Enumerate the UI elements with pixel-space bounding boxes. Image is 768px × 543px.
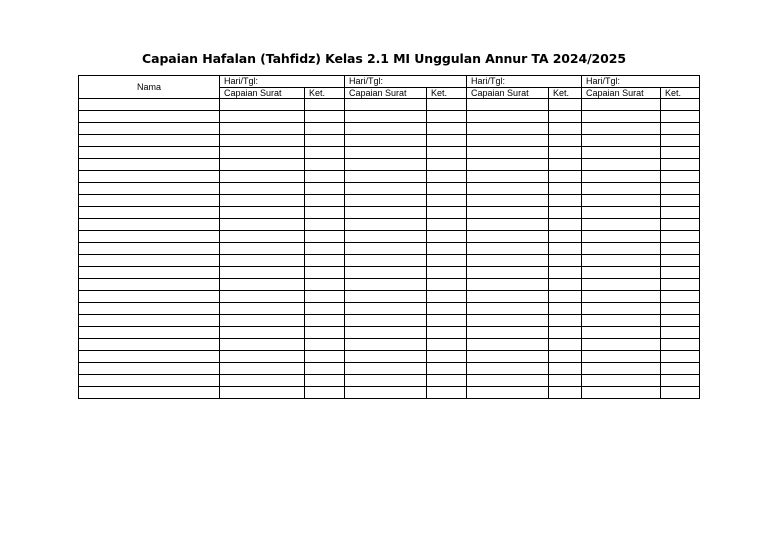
table-cell: [467, 159, 549, 171]
table-cell: [305, 387, 345, 399]
table-cell: [427, 339, 467, 351]
table-cell: [220, 255, 305, 267]
date-header-3: Hari/Tgl:: [467, 76, 582, 88]
table-cell: [345, 387, 427, 399]
table-row: [79, 171, 700, 183]
table-cell: [305, 267, 345, 279]
table-cell: [305, 315, 345, 327]
table-cell: [220, 243, 305, 255]
table-cell: [345, 159, 427, 171]
table-cell: [345, 267, 427, 279]
table-cell: [661, 99, 700, 111]
date-header-4: Hari/Tgl:: [582, 76, 700, 88]
table-cell: [427, 231, 467, 243]
table-cell: [467, 303, 549, 315]
table-cell: [549, 387, 582, 399]
table-cell: [661, 147, 700, 159]
table-cell: [549, 255, 582, 267]
table-cell: [549, 195, 582, 207]
table-cell: [661, 303, 700, 315]
table-cell: [549, 363, 582, 375]
table-cell: [305, 279, 345, 291]
table-cell: [305, 147, 345, 159]
table-cell: [345, 147, 427, 159]
ket-header-3: Ket.: [549, 87, 582, 99]
table-cell: [661, 327, 700, 339]
table-cell: [582, 303, 661, 315]
table-cell: [582, 219, 661, 231]
table-row: [79, 99, 700, 111]
table-cell: [549, 243, 582, 255]
nama-cell: [79, 279, 220, 291]
table-cell: [427, 255, 467, 267]
table-cell: [305, 243, 345, 255]
table-cell: [220, 207, 305, 219]
table-cell: [220, 159, 305, 171]
table-row: [79, 327, 700, 339]
table-cell: [582, 375, 661, 387]
nama-cell: [79, 183, 220, 195]
table-cell: [345, 327, 427, 339]
table-cell: [220, 363, 305, 375]
table-cell: [549, 171, 582, 183]
table-cell: [305, 171, 345, 183]
table-cell: [345, 171, 427, 183]
table-row: [79, 339, 700, 351]
table-cell: [427, 291, 467, 303]
table-cell: [427, 327, 467, 339]
table-cell: [427, 219, 467, 231]
table-row: [79, 375, 700, 387]
nama-cell: [79, 291, 220, 303]
nama-cell: [79, 147, 220, 159]
table-cell: [427, 375, 467, 387]
table-cell: [305, 255, 345, 267]
table-cell: [661, 255, 700, 267]
table-cell: [549, 231, 582, 243]
table-cell: [305, 195, 345, 207]
nama-cell: [79, 255, 220, 267]
table-cell: [661, 183, 700, 195]
table-cell: [582, 159, 661, 171]
table-row: [79, 267, 700, 279]
ket-header-1: Ket.: [305, 87, 345, 99]
table-row: [79, 279, 700, 291]
table-cell: [305, 111, 345, 123]
table-cell: [305, 123, 345, 135]
table-cell: [345, 219, 427, 231]
table-cell: [582, 231, 661, 243]
document-title: Capaian Hafalan (Tahfidz) Kelas 2.1 MI Unggulan Annur TA 2024/2025: [142, 51, 626, 66]
table-cell: [582, 147, 661, 159]
nama-cell: [79, 363, 220, 375]
table-row: [79, 291, 700, 303]
header-row-date: [79, 76, 700, 88]
table-cell: [220, 231, 305, 243]
table-cell: [305, 291, 345, 303]
table-cell: [305, 135, 345, 147]
table-cell: [345, 339, 427, 351]
table-cell: [467, 99, 549, 111]
table-cell: [305, 99, 345, 111]
table-cell: [549, 123, 582, 135]
table-cell: [427, 315, 467, 327]
table-cell: [427, 195, 467, 207]
table-cell: [467, 291, 549, 303]
table-cell: [427, 243, 467, 255]
table-row: [79, 123, 700, 135]
table-cell: [582, 255, 661, 267]
table-cell: [467, 207, 549, 219]
table-cell: [661, 219, 700, 231]
table-cell: [427, 111, 467, 123]
table-cell: [661, 171, 700, 183]
table-cell: [305, 351, 345, 363]
table-cell: [661, 195, 700, 207]
table-cell: [549, 207, 582, 219]
nama-cell: [79, 315, 220, 327]
table-cell: [661, 123, 700, 135]
table-cell: [467, 315, 549, 327]
table-cell: [467, 351, 549, 363]
capaian-surat-header-2: Capaian Surat: [345, 87, 427, 99]
table-cell: [305, 207, 345, 219]
table-cell: [582, 123, 661, 135]
capaian-surat-header-1: Capaian Surat: [220, 87, 305, 99]
table-cell: [661, 375, 700, 387]
table-row: [79, 243, 700, 255]
table-cell: [549, 291, 582, 303]
table-cell: [220, 375, 305, 387]
table-cell: [345, 231, 427, 243]
table-cell: [220, 291, 305, 303]
table-cell: [661, 135, 700, 147]
table-cell: [549, 219, 582, 231]
table-cell: [549, 351, 582, 363]
table-cell: [220, 195, 305, 207]
table-cell: [467, 267, 549, 279]
table-cell: [549, 375, 582, 387]
nama-header: Nama: [79, 76, 220, 99]
table-cell: [549, 339, 582, 351]
table-cell: [427, 267, 467, 279]
table-cell: [582, 171, 661, 183]
table-cell: [467, 147, 549, 159]
table-cell: [582, 351, 661, 363]
nama-cell: [79, 243, 220, 255]
nama-cell: [79, 99, 220, 111]
ket-header-2: Ket.: [427, 87, 467, 99]
table-cell: [467, 279, 549, 291]
table-cell: [582, 267, 661, 279]
table-cell: [549, 135, 582, 147]
table-cell: [427, 99, 467, 111]
table-cell: [345, 111, 427, 123]
nama-cell: [79, 123, 220, 135]
table-cell: [220, 171, 305, 183]
table-cell: [582, 327, 661, 339]
table-cell: [220, 219, 305, 231]
table-cell: [549, 183, 582, 195]
table-row: [79, 207, 700, 219]
table-row: [79, 135, 700, 147]
table-cell: [305, 231, 345, 243]
table-cell: [220, 183, 305, 195]
table-cell: [345, 99, 427, 111]
nama-cell: [79, 375, 220, 387]
tahfidz-table: [78, 75, 700, 399]
table-cell: [549, 111, 582, 123]
table-cell: [467, 363, 549, 375]
table-cell: [467, 123, 549, 135]
table-row: [79, 195, 700, 207]
table-cell: [467, 243, 549, 255]
table-cell: [549, 279, 582, 291]
table-cell: [345, 135, 427, 147]
nama-cell: [79, 327, 220, 339]
table-cell: [220, 147, 305, 159]
table-cell: [305, 159, 345, 171]
table-cell: [661, 243, 700, 255]
table-cell: [427, 159, 467, 171]
table-cell: [467, 183, 549, 195]
table-cell: [661, 339, 700, 351]
table-cell: [427, 171, 467, 183]
table-cell: [427, 135, 467, 147]
table-cell: [661, 207, 700, 219]
table-row: [79, 147, 700, 159]
table-cell: [305, 303, 345, 315]
table-cell: [220, 99, 305, 111]
nama-cell: [79, 111, 220, 123]
table-cell: [220, 279, 305, 291]
table-cell: [345, 207, 427, 219]
table-cell: [305, 375, 345, 387]
nama-cell: [79, 351, 220, 363]
table-cell: [427, 303, 467, 315]
nama-cell: [79, 339, 220, 351]
table-cell: [427, 351, 467, 363]
nama-cell: [79, 219, 220, 231]
capaian-surat-header-4: Capaian Surat: [582, 87, 661, 99]
table-cell: [549, 315, 582, 327]
table-row: [79, 183, 700, 195]
nama-cell: [79, 303, 220, 315]
nama-cell: [79, 171, 220, 183]
table-cell: [345, 279, 427, 291]
date-header-2: Hari/Tgl:: [345, 76, 467, 88]
table-cell: [427, 183, 467, 195]
table-cell: [661, 231, 700, 243]
table-cell: [661, 111, 700, 123]
table-cell: [582, 279, 661, 291]
table-cell: [220, 315, 305, 327]
table-cell: [220, 123, 305, 135]
table-cell: [220, 303, 305, 315]
nama-cell: [79, 207, 220, 219]
table-cell: [467, 339, 549, 351]
table-cell: [467, 255, 549, 267]
table-row: [79, 255, 700, 267]
table-cell: [427, 363, 467, 375]
capaian-surat-header-3: Capaian Surat: [467, 87, 549, 99]
table-cell: [467, 219, 549, 231]
table-cell: [582, 183, 661, 195]
table-cell: [427, 279, 467, 291]
table-cell: [220, 339, 305, 351]
table-cell: [427, 387, 467, 399]
table-cell: [661, 387, 700, 399]
table-cell: [345, 291, 427, 303]
date-header-1: Hari/Tgl:: [220, 76, 345, 88]
table-cell: [345, 375, 427, 387]
nama-cell: [79, 231, 220, 243]
table-cell: [582, 135, 661, 147]
ket-header-4: Ket.: [661, 87, 700, 99]
table-cell: [582, 111, 661, 123]
table-cell: [467, 387, 549, 399]
table-cell: [549, 159, 582, 171]
table-cell: [467, 327, 549, 339]
table-cell: [467, 231, 549, 243]
table-row: [79, 219, 700, 231]
nama-cell: [79, 195, 220, 207]
table-cell: [661, 351, 700, 363]
table-cell: [582, 339, 661, 351]
table-cell: [467, 135, 549, 147]
table-cell: [220, 267, 305, 279]
table-cell: [220, 387, 305, 399]
table-cell: [582, 291, 661, 303]
table-cell: [661, 159, 700, 171]
table-cell: [427, 147, 467, 159]
table-cell: [582, 315, 661, 327]
table-row: [79, 303, 700, 315]
table-cell: [220, 111, 305, 123]
table-cell: [305, 327, 345, 339]
table-cell: [549, 267, 582, 279]
table-cell: [345, 195, 427, 207]
table-cell: [661, 291, 700, 303]
nama-cell: [79, 159, 220, 171]
table-cell: [661, 267, 700, 279]
table-cell: [305, 363, 345, 375]
table-cell: [661, 279, 700, 291]
table-cell: [661, 363, 700, 375]
table-cell: [220, 135, 305, 147]
table-cell: [549, 303, 582, 315]
table-cell: [427, 123, 467, 135]
nama-cell: [79, 135, 220, 147]
table-cell: [661, 315, 700, 327]
table-cell: [582, 243, 661, 255]
table-cell: [345, 123, 427, 135]
table-cell: [467, 375, 549, 387]
table-cell: [345, 243, 427, 255]
table-cell: [582, 363, 661, 375]
table-row: [79, 159, 700, 171]
table-cell: [549, 147, 582, 159]
table-cell: [582, 207, 661, 219]
table-cell: [305, 219, 345, 231]
table-cell: [467, 171, 549, 183]
table-cell: [345, 351, 427, 363]
table-cell: [549, 99, 582, 111]
table-cell: [549, 327, 582, 339]
table-cell: [582, 387, 661, 399]
table-row: [79, 351, 700, 363]
table-cell: [220, 351, 305, 363]
table-cell: [467, 195, 549, 207]
table-row: [79, 363, 700, 375]
table-cell: [345, 183, 427, 195]
table-row: [79, 387, 700, 399]
nama-cell: [79, 267, 220, 279]
table-cell: [345, 315, 427, 327]
table-cell: [345, 303, 427, 315]
table-row: [79, 111, 700, 123]
table-cell: [427, 207, 467, 219]
table-cell: [305, 339, 345, 351]
table-cell: [582, 99, 661, 111]
table-row: [79, 231, 700, 243]
table-cell: [305, 183, 345, 195]
table-row: [79, 315, 700, 327]
nama-cell: [79, 387, 220, 399]
table-cell: [467, 111, 549, 123]
table-cell: [220, 327, 305, 339]
table-cell: [345, 255, 427, 267]
table-cell: [582, 195, 661, 207]
table-cell: [345, 363, 427, 375]
